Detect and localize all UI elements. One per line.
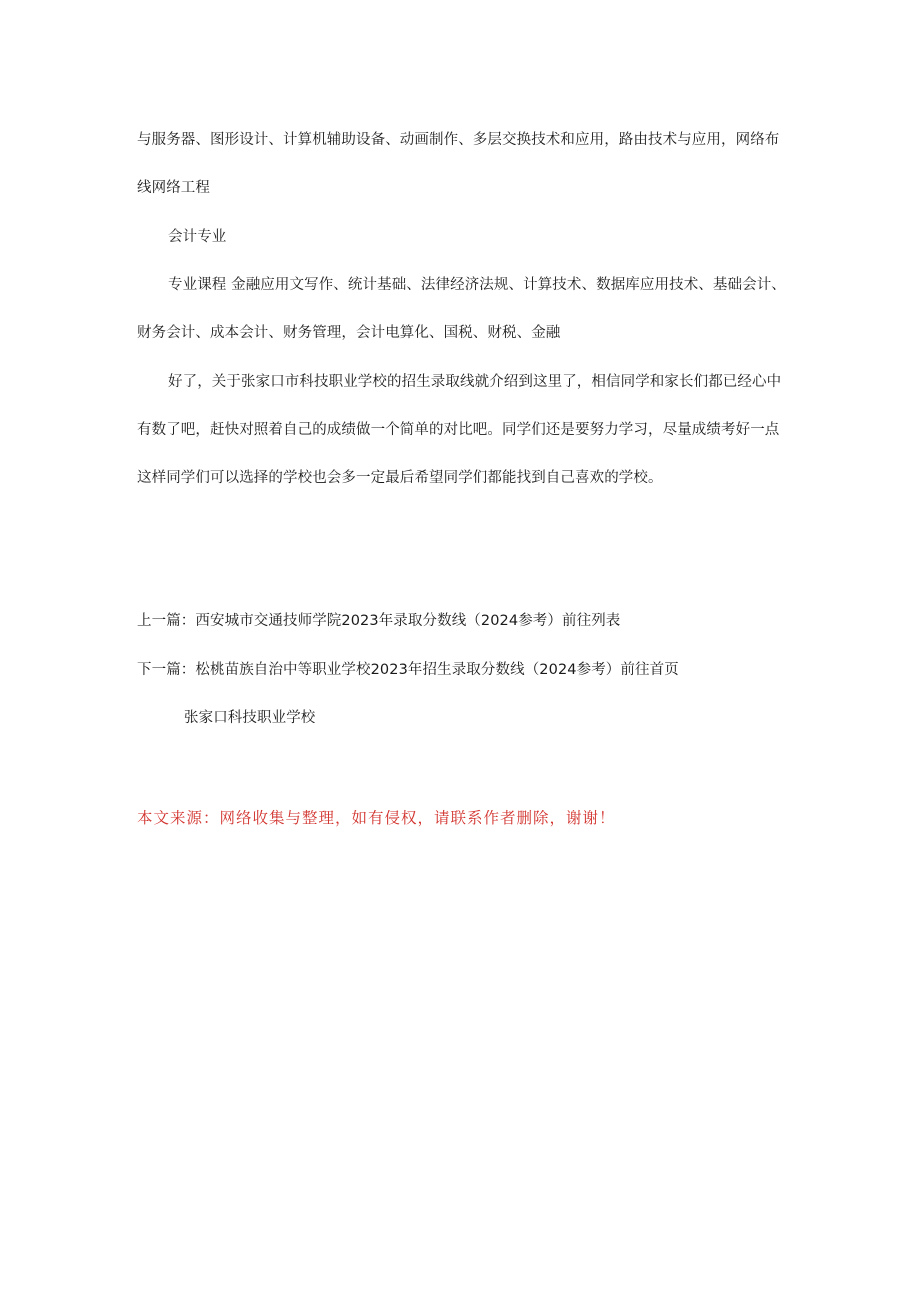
closing-text-line: 好了，关于张家口市科技职业学校的招生录取线就介绍到这里了，相信同学和家长们都已经心中: [168, 374, 782, 390]
closing-text-line: 这样同学们可以选择的学校也会多一定最后希望同学们都能找到自己喜欢的学校。: [137, 470, 663, 486]
source-note: 本文来源：网络收集与整理，如有侵权，请联系作者删除，谢谢！: [137, 809, 616, 827]
section-heading: 会计专业: [168, 229, 227, 245]
courses-text-line: 专业课程 金融应用文写作、统计基础、法律经济法规、计算技术、数据库应用技术、基础会计、: [168, 277, 786, 293]
school-name: 张家口科技职业学校: [184, 710, 316, 726]
closing-text-line: 有数了吧，赶快对照着自己的成绩做一个简单的对比吧。同学们还是要努力学习，尽量成绩考好一点: [137, 422, 780, 438]
next-article-link[interactable]: 下一篇：松桃苗族自治中等职业学校2023年招生录取分数线（2024参考）前往首页: [137, 662, 679, 678]
prev-article-link[interactable]: 上一篇：西安城市交通技师学院2023年录取分数线（2024参考）前往列表: [137, 613, 621, 629]
body-text-line: 线网络工程: [137, 180, 210, 196]
courses-text-line: 财务会计、成本会计、财务管理，会计电算化、国税、财税、金融: [137, 325, 561, 341]
body-text-line: 与服务器、图形设计、计算机辅助设备、动画制作、多层交换技术和应用，路由技术与应用，网络布: [137, 132, 780, 148]
